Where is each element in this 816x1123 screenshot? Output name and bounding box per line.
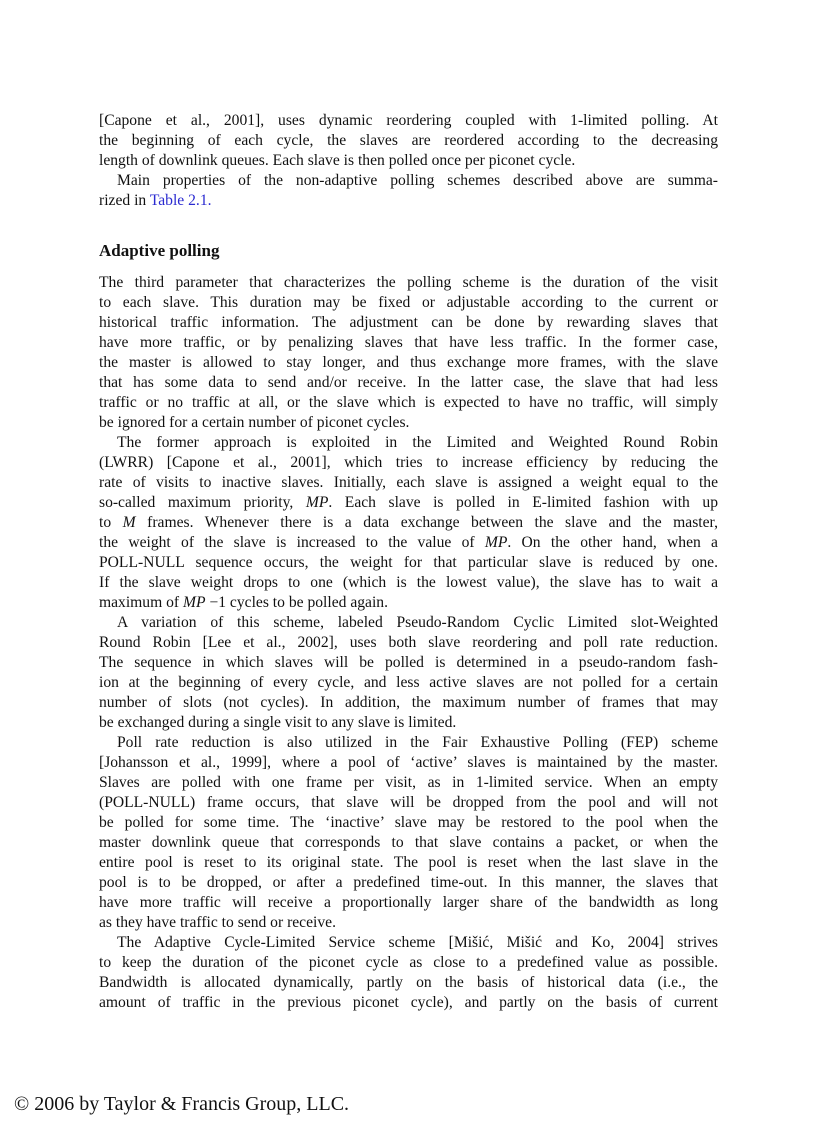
page-body xyxy=(99,111,718,1013)
text-line: have more traffic, or by penalizing slaves that have less traffic. In the former case, xyxy=(99,334,718,351)
text-span: rized in xyxy=(99,192,150,209)
text-line: to each slave. This duration may be fixed or adjustable according to the current or xyxy=(99,294,718,311)
copyright-footer: © 2006 by Taylor & Francis Group, LLC. xyxy=(14,1093,350,1115)
text-line: POLL-NULL sequence occurs, the weight for that particular slave is reduced by one. xyxy=(99,554,718,571)
math-symbol: MP xyxy=(183,594,206,611)
text-line: master downlink queue that corresponds to that slave contains a packet, or when the xyxy=(99,834,718,851)
paragraph xyxy=(99,433,718,613)
text-line: the master is allowed to stay longer, and thus exchange more frames, with the slave xyxy=(99,354,718,371)
section-heading: Adaptive polling xyxy=(99,241,220,260)
text-line: traffic or no traffic at all, or the slave which is expected to have no traffic, will simply xyxy=(99,394,718,411)
text-line: Round Robin [Lee et al., 2002], uses both slave reordering and poll rate reduction. xyxy=(99,634,718,651)
text-span: −1 cycles to be polled again. xyxy=(205,594,388,611)
text-line xyxy=(99,593,718,613)
text-line: length of downlink queues. Each slave is then polled once per piconet cycle. xyxy=(99,152,576,169)
text-line: (POLL-NULL) frame occurs, that slave will be dropped from the pool and will not xyxy=(99,794,718,811)
text-line: that has some data to send and/or receive. In the latter case, the slave that had less xyxy=(99,374,718,391)
paragraph xyxy=(99,933,718,1013)
text-line: be polled for some time. The ‘inactive’ slave may be restored to the pool when the xyxy=(99,814,718,831)
math-symbol: M xyxy=(122,514,136,531)
text-span: the weight of the slave is increased to the value of xyxy=(99,534,485,551)
text-line: ion at the beginning of every cycle, and less active slaves are not polled for a certain xyxy=(99,674,718,691)
text-line: the beginning of each cycle, the slaves are reordered according to the decreasing xyxy=(99,132,718,149)
text-span: so-called maximum priority, xyxy=(99,494,306,511)
text-line: A variation of this scheme, labeled Pseudo-Random Cyclic Limited slot-Weighted xyxy=(117,614,718,631)
text-span: to xyxy=(99,514,123,531)
text-line xyxy=(99,191,718,211)
text-line: Main properties of the non-adaptive polling schemes described above are summa- xyxy=(117,172,718,189)
text-line: The third parameter that characterizes the polling scheme is the duration of the visit xyxy=(99,274,718,291)
paragraph xyxy=(99,273,718,433)
text-line: If the slave weight drops to one (which is the lowest value), the slave has to wait a xyxy=(99,574,718,591)
text-line: rate of visits to inactive slaves. Initially, each slave is assigned a weight equal to the xyxy=(99,474,718,491)
text-line: The former approach is exploited in the Limited and Weighted Round Robin xyxy=(117,434,718,451)
text-line: to keep the duration of the piconet cycle as close to a predefined value as possible. xyxy=(99,954,718,971)
text-line: The Adaptive Cycle-Limited Service scheme [Mišić, Mišić and Ko, 2004] strives xyxy=(117,934,718,951)
text-span: . Each slave is polled in E-limited fashion with up xyxy=(328,494,718,511)
text-span: . On the other hand, when a xyxy=(507,534,718,551)
text-line: [Johansson et al., 1999], where a pool of ‘active’ slaves is maintained by the master. xyxy=(99,754,718,771)
text-line: amount of traffic in the previous piconet cycle), and partly on the basis of current xyxy=(99,994,718,1011)
text-line: historical traffic information. The adjustment can be done by rewarding slaves that xyxy=(99,314,718,331)
text-line: Slaves are polled with one frame per visit, as in 1-limited service. When an empty xyxy=(99,774,718,791)
table-reference-link[interactable]: Table 2.1. xyxy=(149,192,212,209)
paragraph xyxy=(99,171,718,211)
text-line: entire pool is reset to its original state. The pool is reset when the last slave in the xyxy=(99,854,718,871)
text-line: (LWRR) [Capone et al., 2001], which tries to increase efficiency by reducing the xyxy=(99,454,718,471)
text-line: number of slots (not cycles). In addition, the maximum number of frames that may xyxy=(99,694,718,711)
text-line xyxy=(99,533,718,553)
paragraph xyxy=(99,733,718,933)
text-line: have more traffic will receive a proportionally larger share of the bandwidth as long xyxy=(99,894,718,911)
text-line: as they have traffic to send or receive. xyxy=(99,914,336,931)
text-line: The sequence in which slaves will be polled is determined in a pseudo-random fash- xyxy=(99,654,718,671)
text-span: frames. Whenever there is a data exchange between the slave and the master, xyxy=(135,514,718,531)
paragraph xyxy=(99,613,718,733)
text-span: maximum of xyxy=(99,594,184,611)
paragraph xyxy=(99,111,718,171)
text-line xyxy=(99,493,718,513)
text-line: Poll rate reduction is also utilized in the Fair Exhaustive Polling (FEP) scheme xyxy=(117,734,718,751)
text-line: Bandwidth is allocated dynamically, partly on the basis of historical data (i.e., the xyxy=(99,974,718,991)
math-symbol: MP xyxy=(305,494,329,511)
text-line: [Capone et al., 2001], uses dynamic reordering coupled with 1-limited polling. At xyxy=(99,112,718,129)
text-line: be exchanged during a single visit to any slave is limited. xyxy=(99,714,457,731)
text-line: be ignored for a certain number of piconet cycles. xyxy=(99,414,410,431)
math-symbol: MP xyxy=(484,534,508,551)
text-line: pool is to be dropped, or after a predefined time-out. In this manner, the slaves that xyxy=(99,874,718,891)
text-line xyxy=(99,513,718,533)
